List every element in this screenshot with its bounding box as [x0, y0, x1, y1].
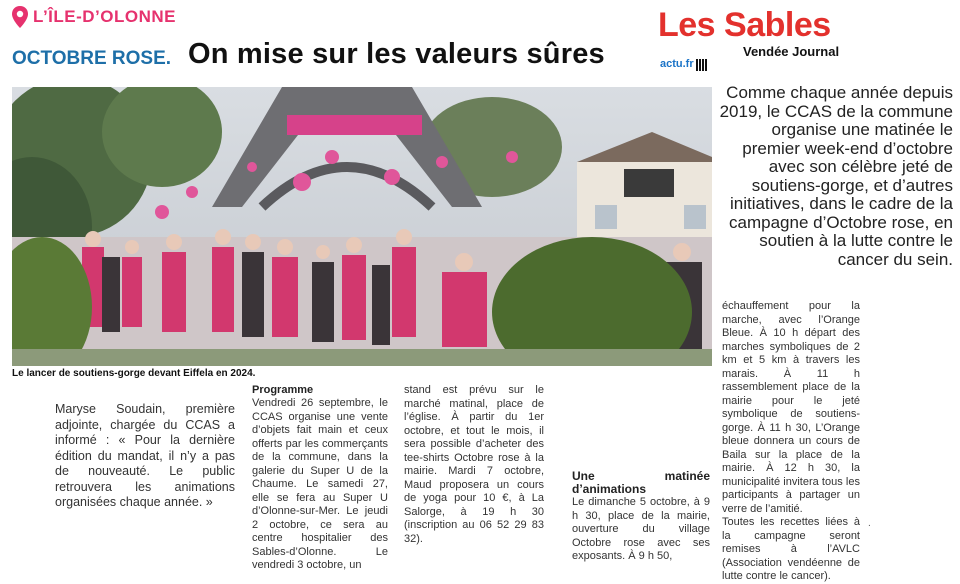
programme-heading: Programme — [252, 384, 314, 396]
masthead-subtitle: Vendée Journal — [743, 44, 840, 59]
programme-text: Vendredi 26 septembre, le CCAS organise une vente d’objets fait main et ceux offerts par les commerçants de la commune, dans la galerie du Super U de la Chaume. Le samedi 27, elle se fera au Super U d’Olonne-sur-Mer. Le jeudi 2 octobre, ce sera au centre hospitalier des Sables-d’Olonne. Le vendredi 3 octobre, un — [252, 397, 388, 571]
event-photo — [12, 87, 712, 366]
column-5-closing: Toutes les recettes liées à la campagne seront remises à l’AVLC (Association vendéenne de lutte contre le cancer). — [722, 516, 860, 582]
masthead-fine-print — [713, 59, 858, 73]
matinee-heading: Une matinée d’animations — [572, 469, 710, 496]
column-5-text: échauffement pour la marche, avec l’Orange Bleue. À 10 h départ des marches symboliques de 2 km et 5 km à travers les marais. À 11 h rassemblement place de la mairie pour le jeté symbolique de soutiens-gorge. À 11 h 30, L’Orange bleue donnera un cours de Baila sur la place de la mairie. À 12 h 30, la municipalité invitera tous les participants à partager un verre de l’amitié. — [722, 300, 860, 515]
article-kicker: OCTOBRE ROSE. — [12, 48, 172, 69]
end-mark: . — [868, 518, 871, 529]
article-chapeau: Comme chaque année depuis 2019, le CCAS de la commune organise une matinée le premier week-end d’octobre avec son célèbre jeté de soutiens-gorge, et d’autres initiatives, dans le cadre de la campagne d’Octobre rose, en soutien à la lutte contre le cancer du sein. — [719, 83, 953, 269]
location-pin-icon — [10, 5, 30, 29]
matinee-column — [572, 470, 710, 564]
article-intro: Maryse Soudain, première adjointe, chargée du CCAS a informé : « Pour la dernière édition du mandat, il n’y a pas de nouveauté. Le public retrouvera les animations organisées chaque année. » — [55, 402, 235, 509]
masthead-name: Les Sables — [658, 6, 831, 44]
article-title: On mise sur les valeurs sûres — [188, 38, 605, 70]
newspaper-masthead — [658, 6, 858, 84]
article-column-3: stand est prévu sur le marché matinal, place de l’église. À partir du 1er octobre, et tout le mois, il sera possible d’acheter des tee-shirts Octobre rose à la mairie. Mardi 7 octobre, Maud proposera un cours de yoga pour 10 €, à La Salorge, à 19 h 30 (inscription au 06 52 29 83 32). — [404, 384, 544, 545]
programme-column — [252, 384, 388, 573]
photo-caption: Le lancer de soutiens-gorge devant Eiffela en 2024. — [12, 368, 256, 379]
qr-code-icon — [696, 59, 708, 71]
section-rubric: L’ÎLE-D’OLONNE — [33, 7, 176, 26]
article-column-5 — [722, 300, 860, 584]
matinee-text: Le dimanche 5 octobre, à 9 h 30, place de la mairie, ouverture du village Octobre rose avec ses exposants. À 9 h 50, — [572, 496, 710, 562]
masthead-actu-logo: actu.fr — [660, 58, 694, 70]
